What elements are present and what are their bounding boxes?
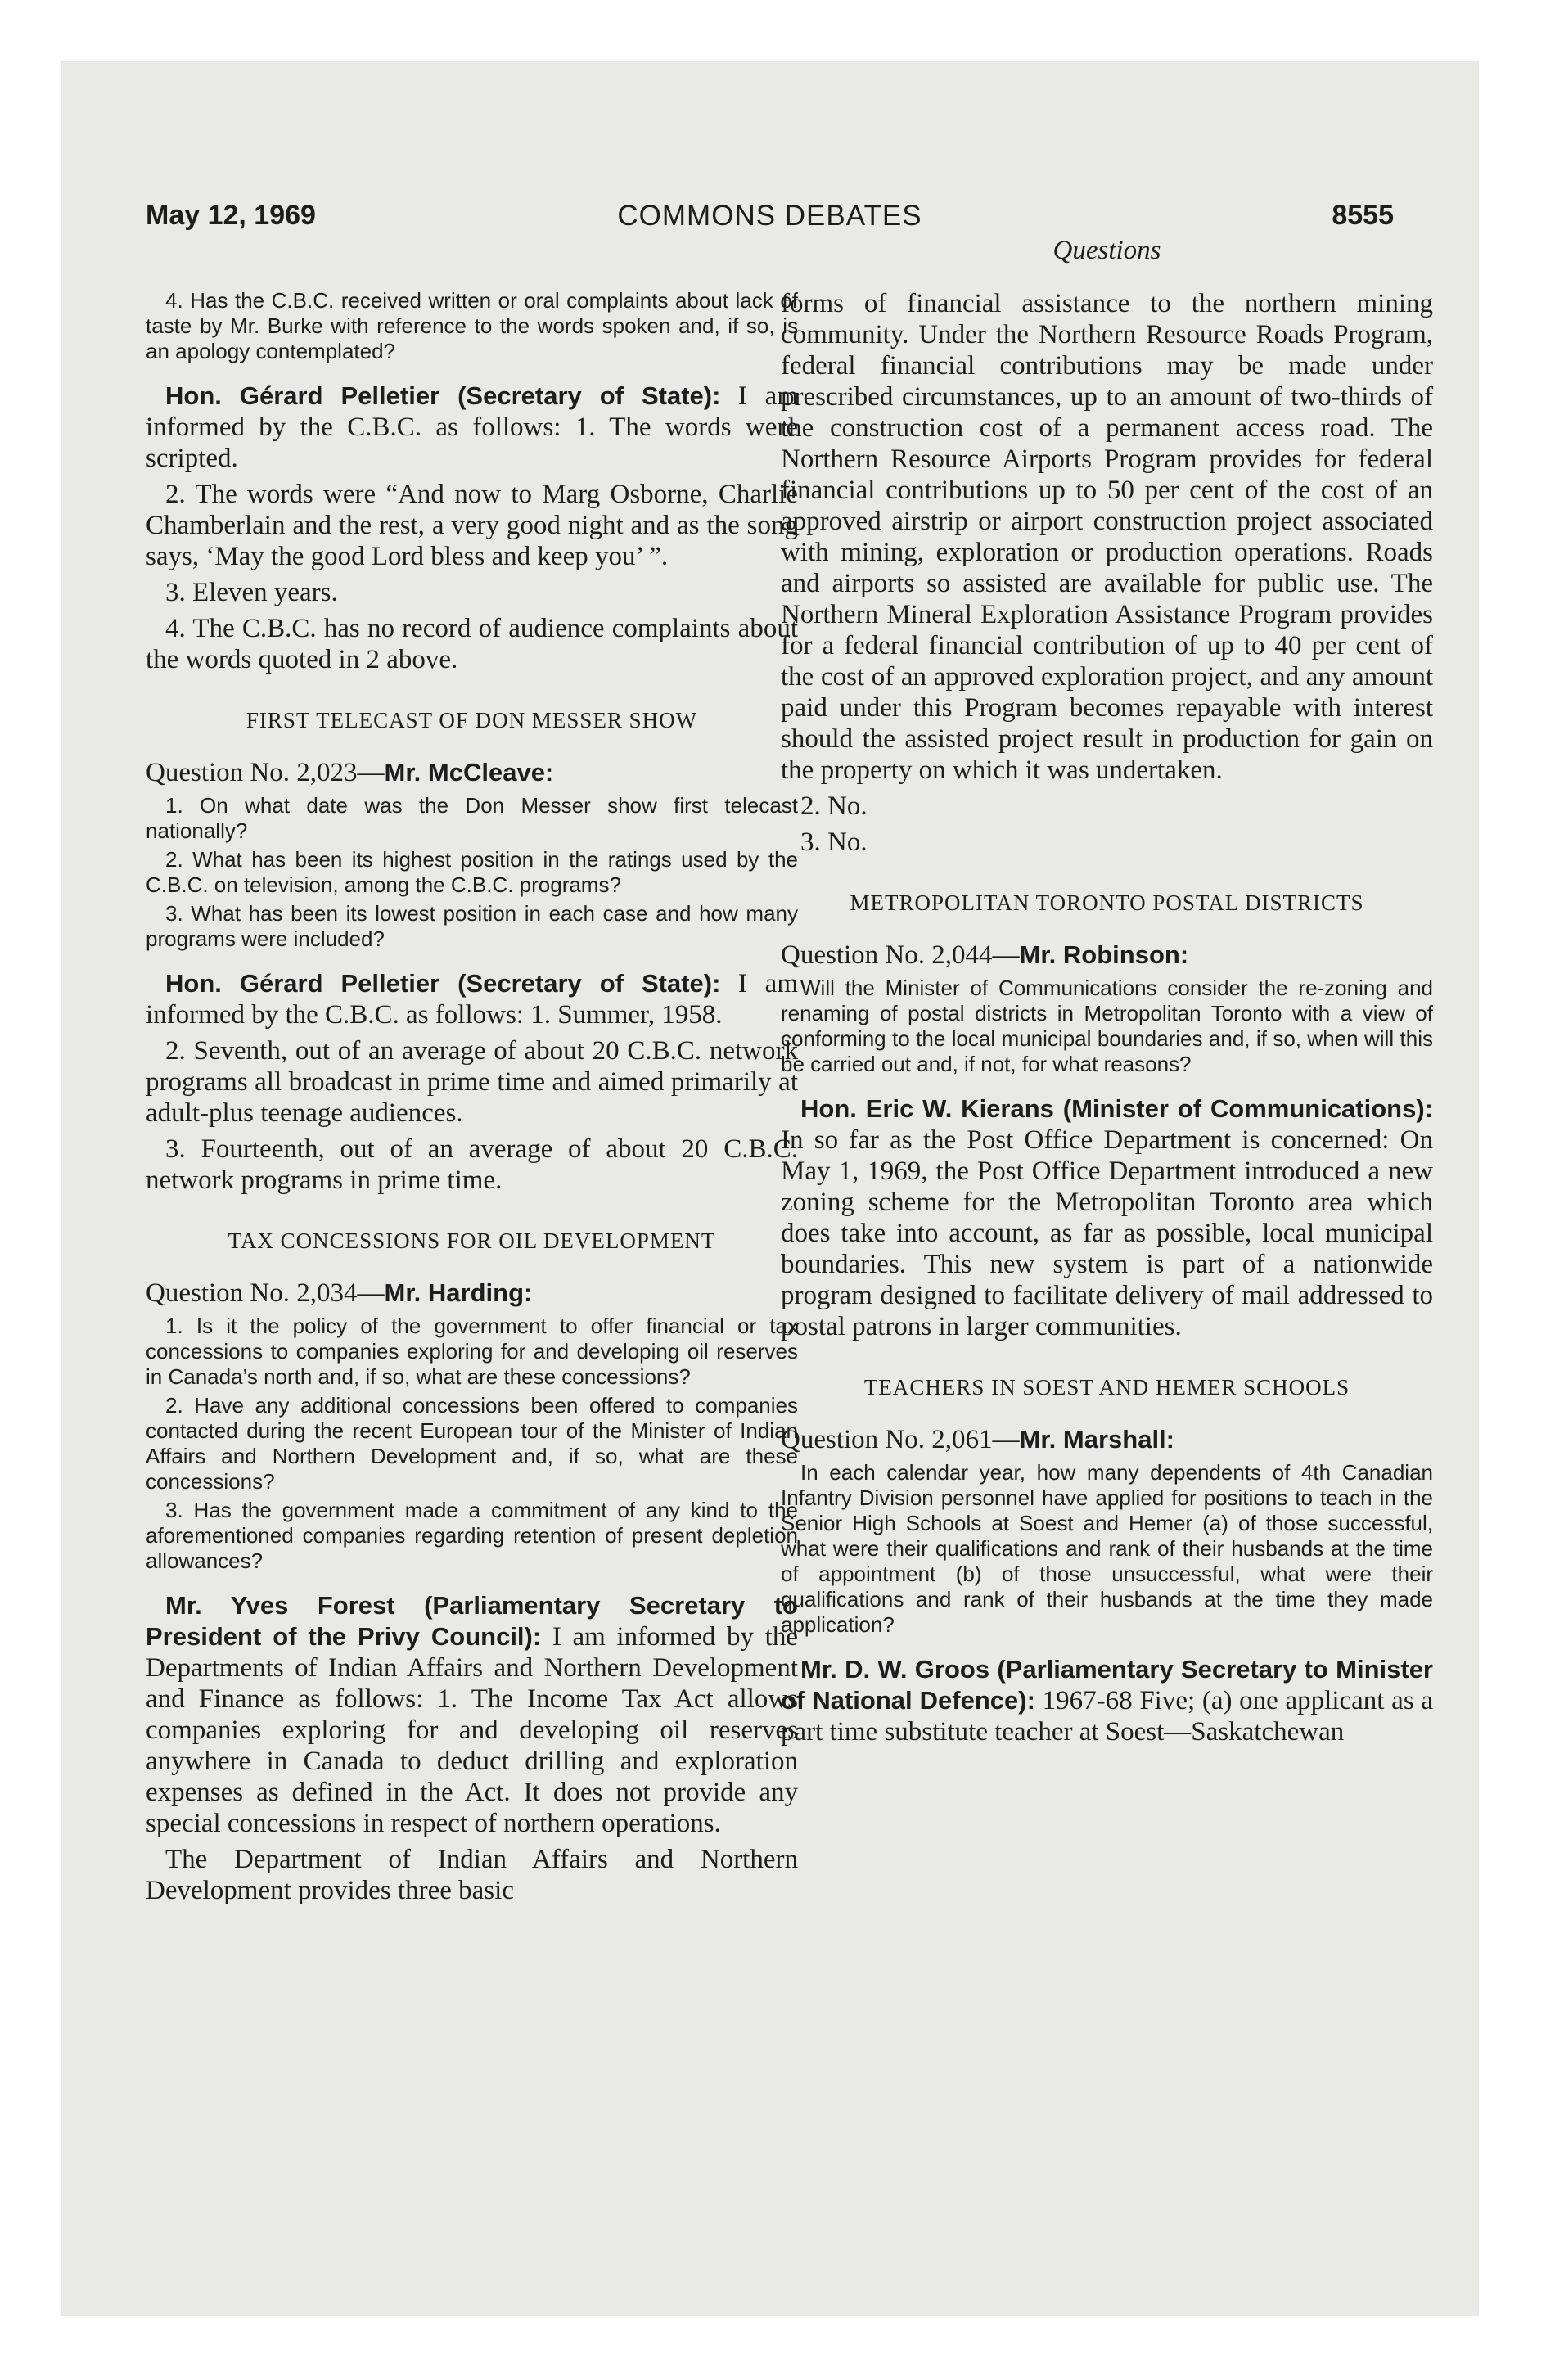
- answer-paragraph: [781, 1654, 1433, 1747]
- answer-paragraph: 3. Fourteenth, out of an average of about 20 C.B.C. network programs in prime time.: [146, 1134, 798, 1195]
- speaker-name: Mr. Yves Forest (Parliamentary Secretary to President of the Privy Council):: [146, 1591, 798, 1651]
- answer-paragraph: [146, 968, 798, 1030]
- page-sheet: [61, 61, 1479, 2316]
- speaker-name: Hon. Gérard Pelletier (Secretary of State):: [165, 969, 721, 998]
- question-item: 1. Is it the policy of the government to offer financial or tax concessions to companies exploring for and developing oil reserves in Canada’s north and, if so, what are these concessions?: [146, 1314, 798, 1389]
- question-number: Question No. 2,061—: [781, 1425, 1020, 1454]
- answer-paragraph: 2. No.: [800, 791, 868, 821]
- question-item: 3. Has the government made a commitment of any kind to the aforementioned companies regarding retention of present depletion allowances?: [146, 1498, 798, 1573]
- answer-text: 1967-68 Five; (a) one applicant as a part time substitute teacher at Soest—Saskatchewan: [781, 1686, 1434, 1747]
- question-number: Question No. 2,034—: [146, 1278, 385, 1308]
- question-number: Question No. 2,023—: [146, 758, 385, 787]
- answer-paragraph: 2. The words were “And now to Marg Osborne, Charlie Chamberlain and the rest, a very good night and as the song says, ‘May the good Lord bless and keep you’ ”.: [146, 480, 798, 571]
- question-label: [146, 757, 798, 788]
- answer-paragraph: [146, 1590, 798, 1839]
- answer-paragraph: [781, 1093, 1433, 1342]
- section-heading: METROPOLITAN TORONTO POSTAL DISTRICTS: [850, 890, 1364, 915]
- question-label: [781, 1424, 1433, 1455]
- speaker-name: Hon. Eric W. Kierans (Minister of Communications):: [800, 1094, 1433, 1123]
- member-name: Mr. Harding:: [384, 1278, 533, 1307]
- left-column: [146, 288, 798, 1911]
- answer-text: I am informed by the Departments of Indian Affairs and Northern Development and Finance as follows: 1. The Income Tax Act allows companies exploring for and developing oil reserves anywhere in Canada to deduct drilling and exploration expenses as defined in the Act. It does not provide any special concessions in respect of northern operations.: [146, 1622, 798, 1838]
- answer-paragraph: The Department of Indian Affairs and Northern Development provides three basic: [146, 1845, 798, 1905]
- page-header: [61, 200, 1479, 241]
- header-date: May 12, 1969: [146, 200, 316, 231]
- question-4-text: 4. Has the C.B.C. received written or oral complaints about lack of taste by Mr. Burke with reference to the words spoken and, if so, is an apology contemplated?: [146, 288, 798, 363]
- member-name: Mr. McCleave:: [384, 758, 554, 787]
- member-name: Mr. Marshall:: [1019, 1425, 1174, 1454]
- answer-paragraph: 3. No.: [800, 827, 868, 857]
- question-item: Will the Minister of Communications consider the re-zoning and renaming of postal districts in Metropolitan Toronto with a view of conforming to the local municipal boundaries and, if so, when will this be carried out and, if not, for what reasons?: [781, 976, 1433, 1076]
- question-label: [781, 940, 1433, 971]
- answer-paragraph: [146, 381, 798, 474]
- section-heading: TEACHERS IN SOEST AND HEMER SCHOOLS: [863, 1375, 1350, 1400]
- header-page-number: 8555: [1332, 200, 1394, 231]
- answer-text: I am informed by the C.B.C. as follows: 1. The words were scripted.: [146, 381, 798, 473]
- question-label: [146, 1278, 798, 1309]
- question-item: 1. On what date was the Don Messer show first telecast nationally?: [146, 793, 798, 843]
- question-item: In each calendar year, how many dependents of 4th Canadian Infantry Division personnel have applied for positions to teach in the Senior High Schools at Soest and Hemer (a) of those successful, what were their qualifications and rank of their husbands at the time of appointment (b) of those unsuccessful, what were their qualifications and rank of their husbands at the time they made application?: [781, 1460, 1433, 1637]
- question-item: 2. Have any additional concessions been offered to companies contacted during the recent European tour of the Minister of Indian Affairs and Northern Development and, if so, what are these concessions?: [146, 1393, 798, 1494]
- right-column: [781, 288, 1433, 1752]
- member-name: Mr. Robinson:: [1019, 940, 1189, 969]
- header-title: COMMONS DEBATES: [617, 200, 922, 232]
- answer-paragraph: 4. The C.B.C. has no record of audience complaints about the words quoted in 2 above.: [146, 614, 798, 674]
- section-heading: TAX CONCESSIONS FOR OIL DEVELOPMENT: [228, 1228, 716, 1253]
- speaker-name: Hon. Gérard Pelletier (Secretary of State):: [165, 381, 721, 410]
- question-number: Question No. 2,044—: [781, 940, 1020, 970]
- section-heading: FIRST TELECAST OF DON MESSER SHOW: [246, 708, 698, 732]
- question-item: 3. What has been its lowest position in each case and how many programs were included?: [146, 901, 798, 951]
- answer-paragraph: 3. Eleven years.: [165, 578, 338, 607]
- answer-paragraph: 2. Seventh, out of an average of about 20 C.B.C. network programs all broadcast in prime time and aimed primarily at adult-plus teenage audiences.: [146, 1036, 798, 1128]
- answer-text: I am informed by the C.B.C. as follows: 1. Summer, 1958.: [146, 969, 798, 1030]
- speaker-name: Mr. D. W. Groos (Parliamentary Secretary to Minister of National Defence):: [781, 1655, 1433, 1715]
- question-item: 2. What has been its highest position in the ratings used by the C.B.C. on television, among the C.B.C. programs?: [146, 847, 798, 897]
- running-heading: Questions: [1052, 236, 1161, 265]
- answer-text: In so far as the Post Office Department is concerned: On May 1, 1969, the Post Office Department introduced a new zoning scheme for the Metropolitan Toronto area which does take into account, as far as possible, local municipal boundaries. This new system is part of a nationwide program designed to facilitate delivery of mail addressed to postal patrons in larger communities.: [781, 1125, 1433, 1341]
- answer-continuation: forms of financial assistance to the northern mining community. Under the Northern Resource Roads Program, federal financial contributions may be made under prescribed circumstances, up to an amount of two-thirds of the construction cost of a permanent access road. The Northern Resource Airports Program provides for federal financial contributions up to 50 per cent of the cost of an approved airstrip or airport construction project associated with mining, exploration or production operations. Roads and airports so assisted are available for public use. The Northern Mineral Exploration Assistance Program provides for a federal financial contribution of up to 40 per cent of the cost of an approved exploration project, and any amount paid under this Program becomes repayable with interest should the assisted project result in production for gain on the property on which it was undertaken.: [781, 289, 1433, 785]
